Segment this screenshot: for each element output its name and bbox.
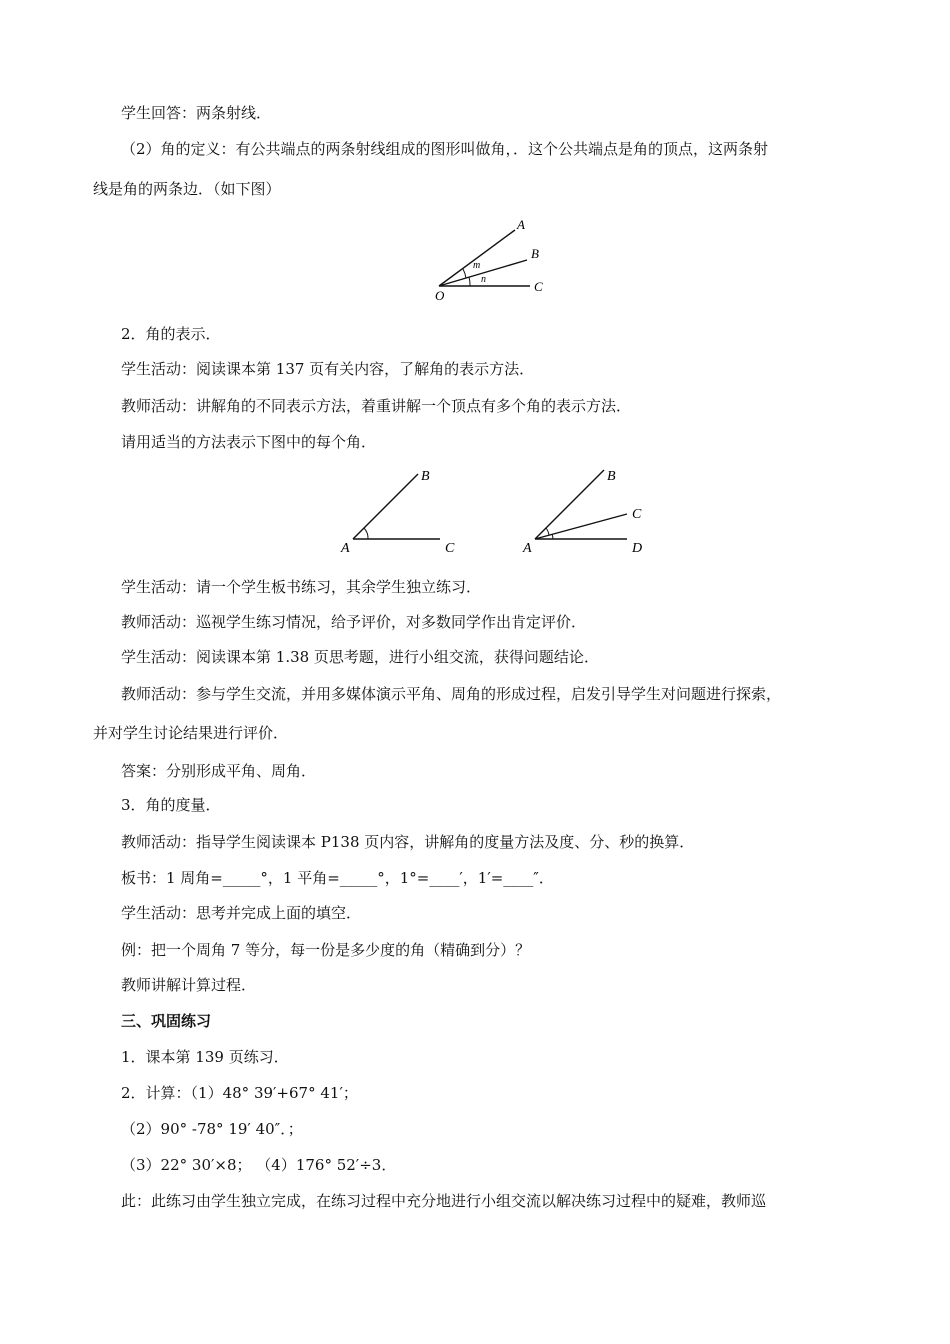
label-a: A	[341, 541, 350, 556]
text-line: 学生回答：两条射线．	[121, 104, 272, 122]
angle-figure-bacd	[515, 460, 660, 558]
text-line: 请用适当的方法表示下图中的每个角．	[121, 433, 377, 451]
text-line: 学生活动：阅读课本第 1.38 页思考题，进行小组交流，获得问题结论．	[121, 648, 599, 666]
label-o: O	[435, 288, 445, 303]
text-line: 并对学生讨论结果进行评价．	[93, 724, 289, 742]
text-line: 学生活动：思考并完成上面的填空．	[121, 904, 362, 922]
label-b: B	[607, 469, 616, 484]
text-line: 教师活动：巡视学生练习情况，给予评价，对多数同学作出肯定评价．	[121, 613, 587, 631]
text-line: 线是角的两条边．（如下图）	[93, 180, 281, 198]
label-a: A	[517, 217, 525, 232]
text-line: 2．角的表示．	[121, 325, 221, 343]
text-line: 2．计算：（1）48° 39′+67° 41′；	[121, 1084, 358, 1102]
label-c: C	[632, 507, 642, 522]
text-line: 例：把一个周角 7 等分，每一份是多少度的角（精确到分）？	[121, 941, 531, 959]
text-line: 教师讲解计算过程．	[121, 976, 257, 994]
section-heading: 三、巩固练习	[121, 1012, 212, 1030]
text-line: 此：此练习由学生独立完成，在练习过程中充分地进行小组交流以解决练习过程中的疑难，教师巡	[121, 1192, 767, 1210]
text-line: 教师活动：指导学生阅读课本 P138 页内容，讲解角的度量方法及度、分、秒的换算．	[121, 833, 695, 851]
label-b: B	[421, 469, 430, 484]
label-c: C	[534, 279, 543, 294]
text-line: （3）22° 30′×8； （4）176° 52′÷3．	[121, 1156, 397, 1174]
text-line: 3．角的度量．	[121, 796, 221, 814]
text-line: （2）90° -78° 19′ 40″．；	[121, 1120, 303, 1138]
label-m: m	[473, 260, 481, 271]
text-line: 答案：分别形成平角、周角．	[121, 762, 317, 780]
angle-figure-bac	[335, 460, 465, 558]
angle-figure-oabc	[425, 212, 555, 304]
text-line: 学生活动：阅读课本第 137 页有关内容，了解角的表示方法．	[121, 360, 535, 378]
text-line: 板书：1 周角=_____°，1 平角=_____°，1°=____′，1′=____″．	[121, 869, 554, 887]
text-line: 学生活动：请一个学生板书练习，其余学生独立练习．	[121, 578, 482, 596]
text-line: 1．课本第 139 页练习．	[121, 1048, 289, 1066]
label-b: B	[531, 246, 539, 261]
label-a: A	[523, 541, 532, 556]
text-line: 教师活动：讲解角的不同表示方法，着重讲解一个顶点有多个角的表示方法．	[121, 397, 632, 415]
label-d: D	[632, 541, 643, 556]
label-c: C	[445, 541, 455, 556]
text-line: 教师活动：参与学生交流，并用多媒体演示平角、周角的形成过程，启发引导学生对问题进行探索，	[121, 685, 782, 703]
text-line: （2）角的定义：有公共端点的两条射线组成的图形叫做角，．这个公共端点是角的顶点，这两条射	[121, 140, 769, 158]
label-n: n	[481, 274, 486, 285]
